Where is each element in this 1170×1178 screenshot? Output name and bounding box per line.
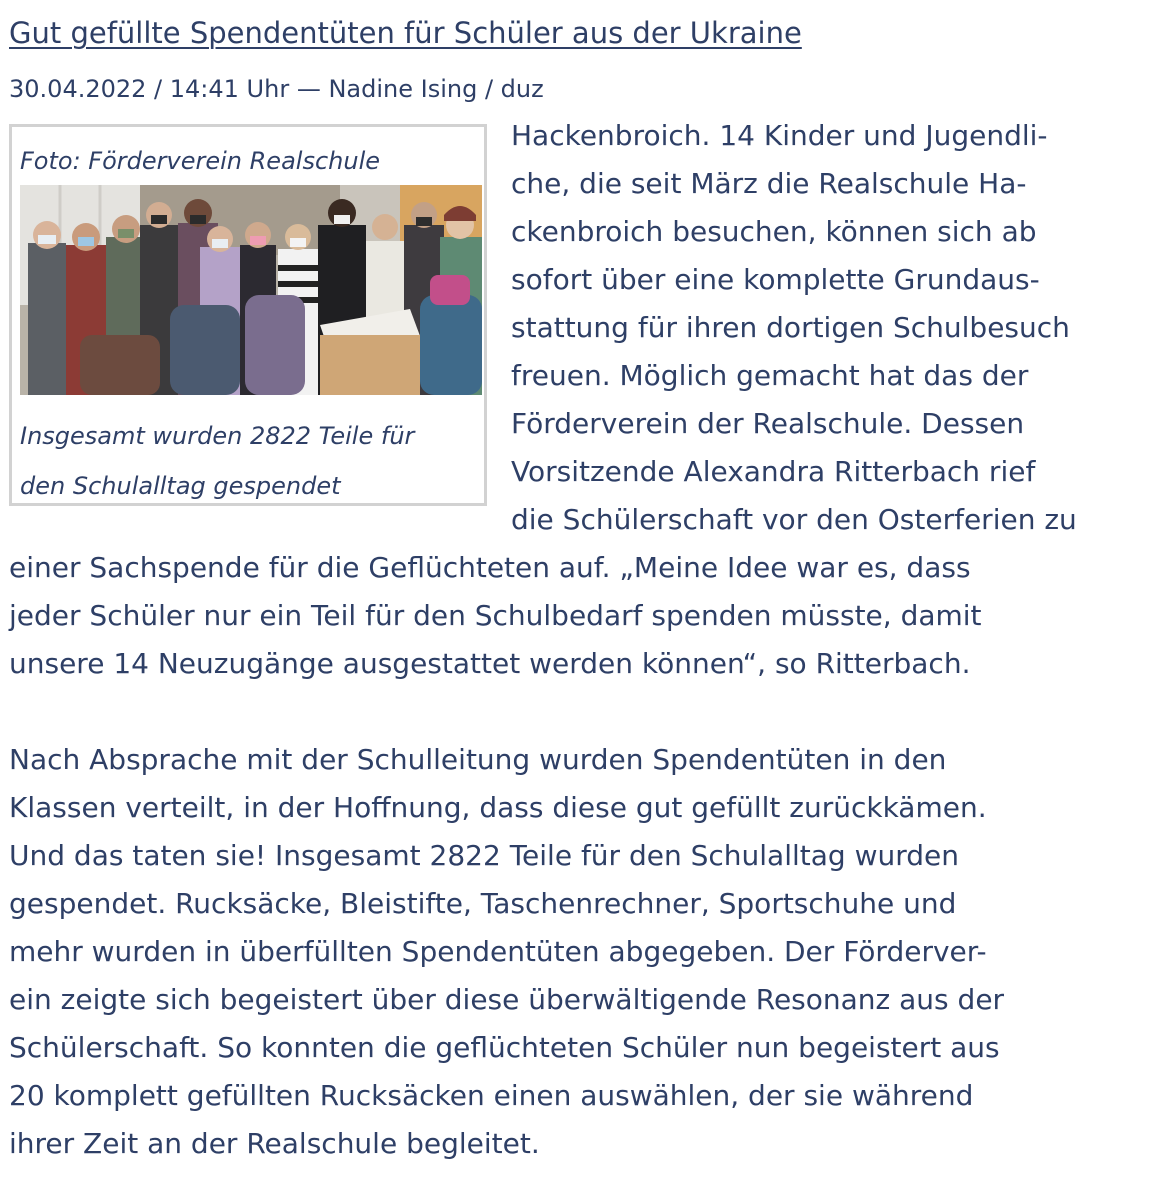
- body-line: Nach Absprache mit der Schulleitung wurden Spendentüten in den: [9, 743, 947, 776]
- caption-line: Insgesamt wurden 2822 Teile für: [20, 422, 415, 450]
- article-title-link[interactable]: Gut gefüllte Spendentüten für Schüler aus der Ukraine: [9, 16, 802, 50]
- paragraph-gap: [9, 688, 1169, 736]
- article-meta: 30.04.2022 / 14:41 Uhr — Nadine Ising / duz: [9, 75, 544, 103]
- group-photo-image: [20, 185, 482, 395]
- photo-credit: Foto: Förderverein Realschule: [20, 147, 380, 175]
- article-figure: [9, 124, 487, 506]
- body-line: Förderverein der Realschule. Dessen: [511, 407, 1025, 440]
- body-line: mehr wurden in überfüllten Spendentüten abgegeben. Der Förderver-: [9, 935, 987, 968]
- body-line: Vorsitzende Alexandra Ritterbach rief: [511, 455, 1036, 488]
- caption-line: den Schulalltag gespendet: [20, 472, 341, 500]
- body-line: sofort über eine komplette Grundaus-: [511, 263, 1040, 296]
- body-line: Schülerschaft. So konnten die geflüchteten Schüler nun begeistert aus: [9, 1031, 1000, 1064]
- body-line: 20 komplett gefüllten Rucksäcken einen auswählen, der sie während: [9, 1079, 974, 1112]
- body-line: einer Sachspende für die Geflüchteten auf. „Meine Idee war es, dass: [9, 551, 971, 584]
- body-line: stattung für ihren dortigen Schulbesuch: [511, 311, 1070, 344]
- body-line: gespendet. Rucksäcke, Bleistifte, Taschenrechner, Sportschuhe und: [9, 887, 957, 920]
- body-line: ckenbroich besuchen, können sich ab: [511, 215, 1037, 248]
- body-line: freuen. Möglich gemacht hat das der: [511, 359, 1029, 392]
- body-line: jeder Schüler nur ein Teil für den Schulbedarf spenden müsste, damit: [9, 599, 982, 632]
- body-line: ein zeigte sich begeistert über diese überwältigende Resonanz aus der: [9, 983, 1005, 1016]
- body-line: unsere 14 Neuzugänge ausgestattet werden können“, so Ritterbach.: [9, 647, 971, 680]
- body-line: ihrer Zeit an der Realschule begleitet.: [9, 1127, 540, 1160]
- article-photo[interactable]: [20, 185, 482, 395]
- photo-caption: [20, 411, 480, 511]
- body-line: Und das taten sie! Insgesamt 2822 Teile für den Schulalltag wurden: [9, 839, 959, 872]
- body-line: die Schülerschaft vor den Osterferien zu: [511, 503, 1077, 536]
- body-line: che, die seit März die Realschule Ha-: [511, 167, 1027, 200]
- body-line: Klassen verteilt, in der Hoffnung, dass diese gut gefüllt zurückkämen.: [9, 791, 987, 824]
- body-line: Hackenbroich. 14 Kinder und Jugendli-: [511, 119, 1048, 152]
